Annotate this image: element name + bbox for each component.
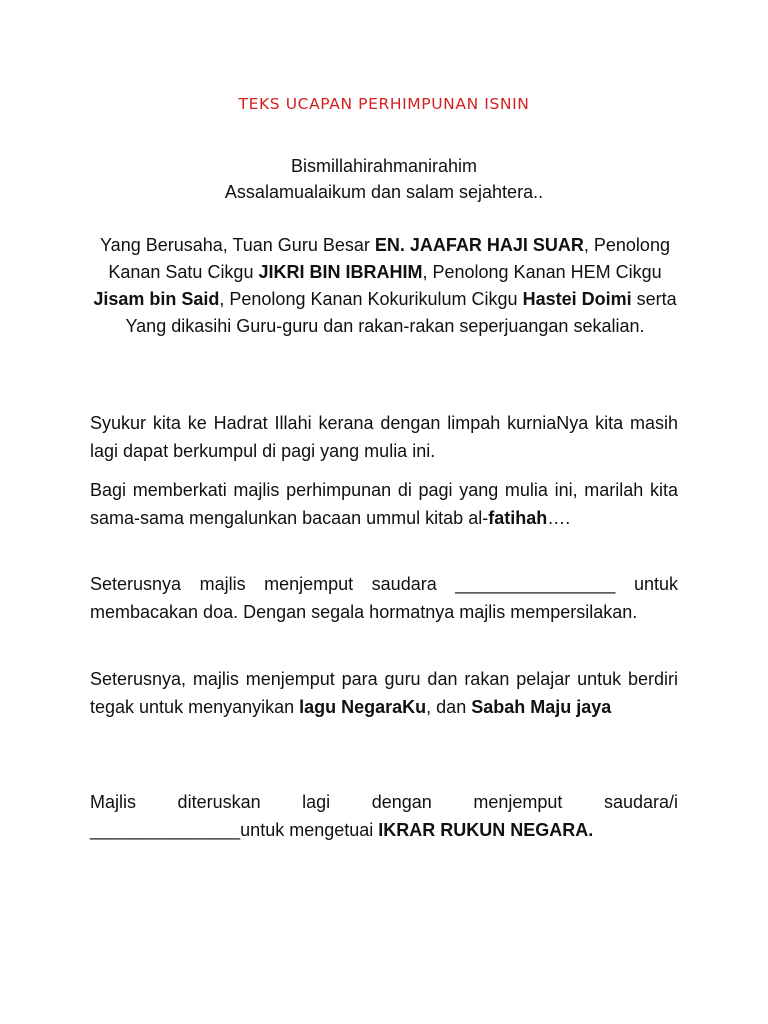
paragraph-fatihah-text: Bagi memberkati majlis perhimpunan di pagi yang mulia ini, marilah kita sama-sama mengalunkan bacaan ummul kitab al- (90, 480, 678, 528)
fatihah-ellipsis: …. (547, 507, 571, 528)
greeting-salam: Assalamualaikum dan salam sejahtera.. (224, 182, 544, 202)
deputy-koku-name: Hastei Doimi (522, 289, 632, 309)
paragraph-anthem-text-1: Seterusnya, majlis menjemput para guru dan rakan pelajar untuk berdiri tegak untuk menyanyikan (90, 669, 678, 717)
paragraph-ikrar-text-2: untuk mengetuai (240, 819, 379, 840)
address-text-3: , Penolong Kanan HEM Cikgu (422, 262, 662, 282)
paragraph-doa-text-1: Seterusnya majlis menjemput saudara (90, 574, 456, 594)
paragraph-anthem-text-2: , dan (426, 696, 472, 717)
anthem-negaraku: lagu NegaraKu (299, 696, 427, 717)
ikrar-name-blank: _______________ (90, 819, 241, 840)
fatihah-bold: fatihah (488, 507, 548, 528)
address-text-5: serta Yang dikasihi Guru-guru dan rakan-rakan seperjuangan sekalian. (125, 289, 677, 336)
paragraph-syukur: Syukur kita ke Hadrat Illahi kerana dengan limpah kurniaNya kita masih lagi dapat berkumpul di pagi yang mulia ini. (90, 413, 678, 461)
paragraph-doa (90, 571, 678, 626)
ikrar-rukun-negara: IKRAR RUKUN NEGARA. (378, 819, 594, 840)
paragraph-anthem (90, 666, 678, 721)
deputy-hem-name: Jisam bin Said (93, 289, 220, 309)
headmaster-name: EN. JAAFAR HAJI SUAR (374, 235, 584, 255)
address-salutation (90, 232, 680, 340)
paragraph-doa-text-2: untuk membacakan doa. Dengan segala hormatnya majlis mempersilakan. (90, 574, 678, 622)
address-text-1: Yang Berusaha, Tuan Guru Besar (100, 235, 375, 255)
address-text-2: , Penolong Kanan Satu Cikgu (108, 235, 670, 282)
document-title: TEKS UCAPAN PERHIMPUNAN ISNIN (238, 95, 530, 113)
greeting-block (0, 153, 768, 205)
doa-name-blank: ________________ (455, 574, 616, 594)
paragraph-ikrar-text-1: Majlis diteruskan lagi dengan menjemput saudara/i (90, 792, 678, 812)
paragraph-fatihah (90, 477, 678, 532)
paragraph-ikrar (90, 789, 678, 844)
greeting-bismillah: Bismillahirahmanirahim (290, 156, 478, 176)
deputy-one-name: JIKRI BIN IBRAHIM (258, 262, 423, 282)
address-text-4: , Penolong Kanan Kokurikulum Cikgu (219, 289, 523, 309)
anthem-sabah: Sabah Maju jaya (471, 696, 612, 717)
